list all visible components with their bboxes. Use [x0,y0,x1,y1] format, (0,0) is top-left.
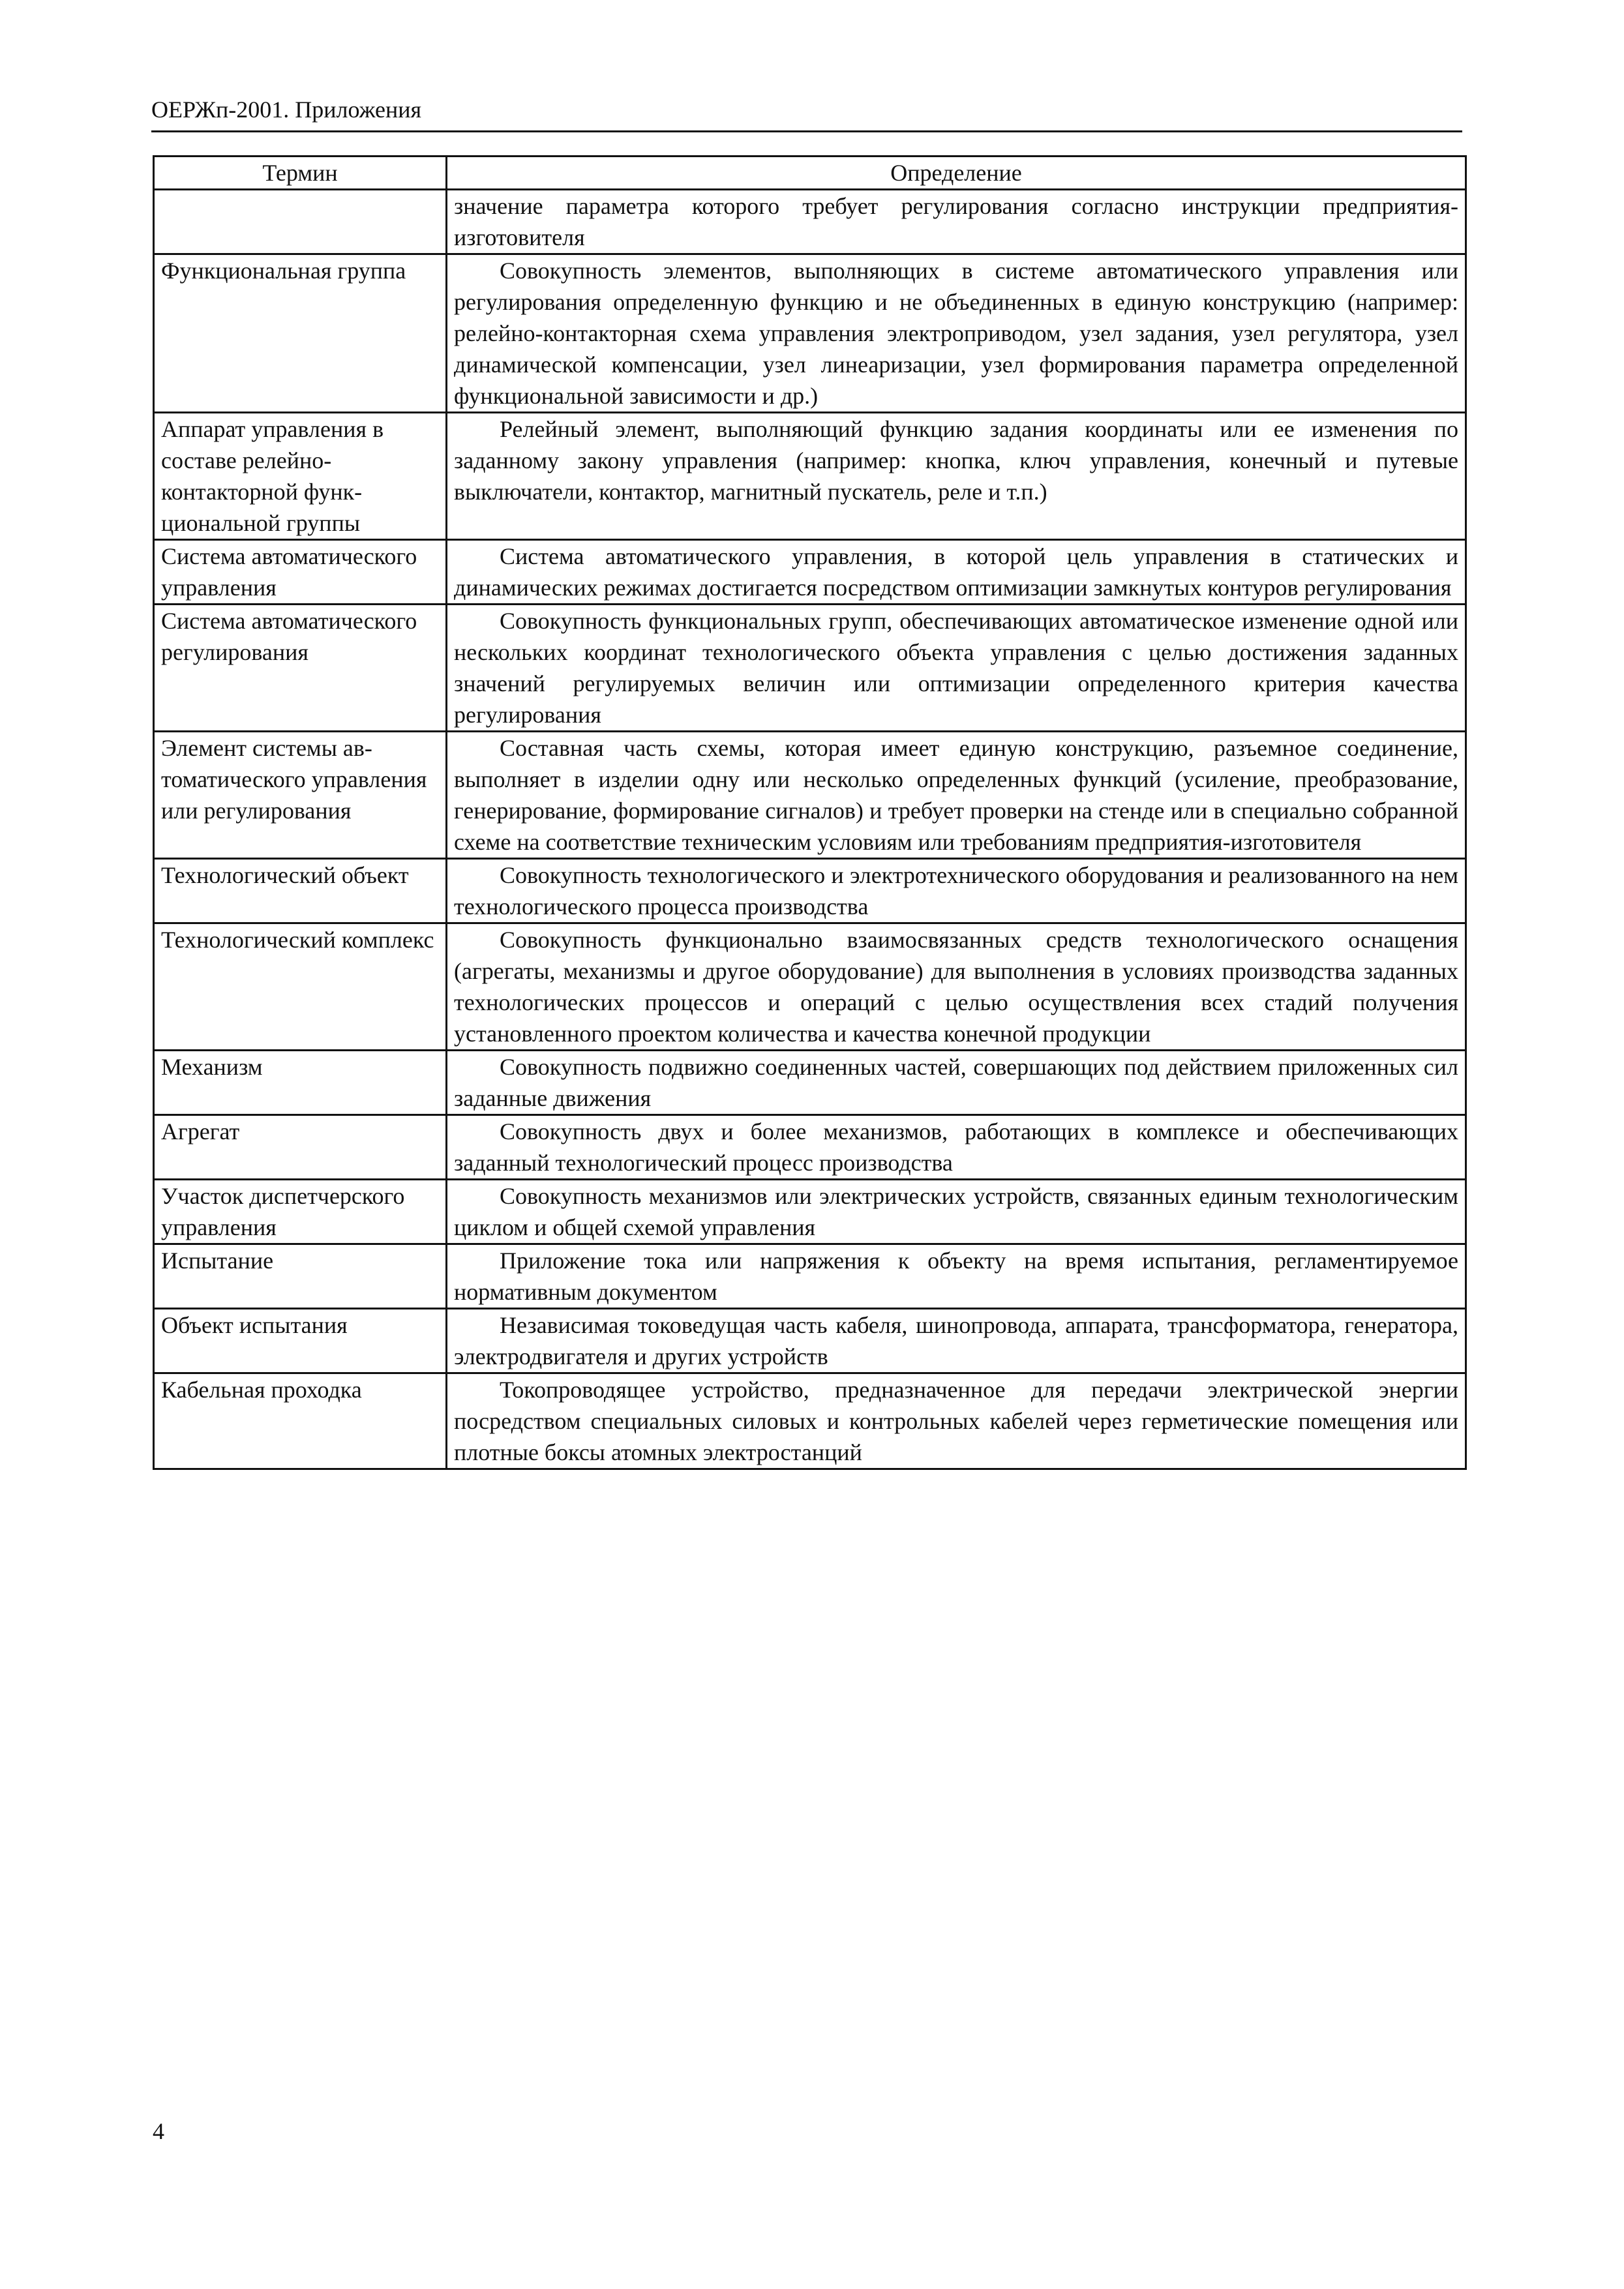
table-row [154,605,1466,732]
terms-table [153,155,1467,1470]
definition-cell: значение параметра которого требует регулирования согласно инструкции предприятия-изготовителя [447,190,1466,254]
term-cell: Технологический комплекс [154,923,447,1051]
definition-cell: Составная часть схемы, которая имеет единую конструкцию, разъемное соединение, выполняет в изделии одну или несколько определенных функций (усиление, преобразование, генерирование, формирование сигналов) и требует проверки на стенде или в специально собранной схеме на соответствие техническим условиям или требованиям предприятия-изготовителя [447,732,1466,859]
term-cell: Кабельная проходка [154,1373,447,1469]
table-row [154,859,1466,923]
table-row [154,923,1466,1051]
definition-cell: Приложение тока или напряжения к объекту на время испытания, регламентируемое нормативным документом [447,1244,1466,1309]
term-cell: Система автоматического регулирования [154,605,447,732]
definition-cell: Совокупность элементов, выполняющих в системе автоматического управления или регулирования определенную функцию и не объединенных в единую конструкцию (например: релейно-контакторная схема управления электроприводом, узел задания, узел регулятора, узел динамической компенсации, узел линеаризации, узел формирования параметра определенной функциональной зависимости и др.) [447,254,1466,413]
term-cell: Участок диспетчерского управления [154,1180,447,1244]
term-cell: Функциональная группа [154,254,447,413]
page-number: 4 [153,2118,164,2144]
term-cell: Объект испытания [154,1309,447,1373]
column-header-definition: Определение [447,157,1466,190]
definition-cell: Совокупность двух и более механизмов, работающих в комплексе и обеспечивающих заданный технологический процесс производства [447,1115,1466,1180]
definition-cell: Совокупность подвижно соединенных частей, совершающих под действием приложенных сил заданные движения [447,1051,1466,1115]
term-cell [154,190,447,254]
column-header-term: Термин [154,157,447,190]
table-header-row [154,157,1466,190]
definition-cell: Система автоматического управления, в которой цель управления в статических и динамических режимах достигается посредством оптимизации замкнутых контуров регулирования [447,540,1466,605]
table-row [154,540,1466,605]
term-cell: Механизм [154,1051,447,1115]
table-row [154,190,1466,254]
definition-cell: Совокупность функциональных групп, обеспечивающих автоматическое изменение одной или нескольких координат технологического объекта управления с целью достижения заданных значений регулируемых величин или оптимизации определенного критерия качества регулирования [447,605,1466,732]
term-cell: Испытание [154,1244,447,1309]
term-cell: Аппарат управления в составе релейно-контакторной функциональной группы [154,413,447,540]
table-row [154,1051,1466,1115]
table-row [154,1115,1466,1180]
definition-cell: Релейный элемент, выполняющий функцию задания координаты или ее изменения по заданному закону управления (например: кнопка, ключ управления, конечный и путевые выключатели, контактор, магнитный пускатель, реле и т.п.) [447,413,1466,540]
table-row [154,1309,1466,1373]
term-cell: Агрегат [154,1115,447,1180]
definition-cell: Совокупность технологического и электротехнического оборудования и реализованного на нем технологического процесса производства [447,859,1466,923]
term-cell: Система автоматического управления [154,540,447,605]
table-row [154,1180,1466,1244]
table-row [154,413,1466,540]
table-row [154,254,1466,413]
table-row [154,1244,1466,1309]
term-cell: Технологический объект [154,859,447,923]
definition-cell: Независимая токоведущая часть кабеля, шинопровода, аппарата, трансформатора, генератора, электродвигателя и других устройств [447,1309,1466,1373]
definition-cell: Совокупность механизмов или электрических устройств, связанных единым технологическим циклом и общей схемой управления [447,1180,1466,1244]
running-header: ОЕРЖп-2001. Приложения [151,95,1462,132]
definition-cell: Совокупность функционально взаимосвязанных средств технологического оснащения (агрегаты, механизмы и другое оборудование) для выполнения в условиях производства заданных технологических процессов и операций с целью осуществления всех стадий получения установленного проектом количества и качества конечной продукции [447,923,1466,1051]
term-cell: Элемент системы автоматического управления или регулирования [154,732,447,859]
table-row [154,1373,1466,1469]
definition-cell: Токопроводящее устройство, предназначенное для передачи электрической энергии посредством специальных силовых и контрольных кабелей через герметические помещения или плотные боксы атомных электростанций [447,1373,1466,1469]
table-row [154,732,1466,859]
